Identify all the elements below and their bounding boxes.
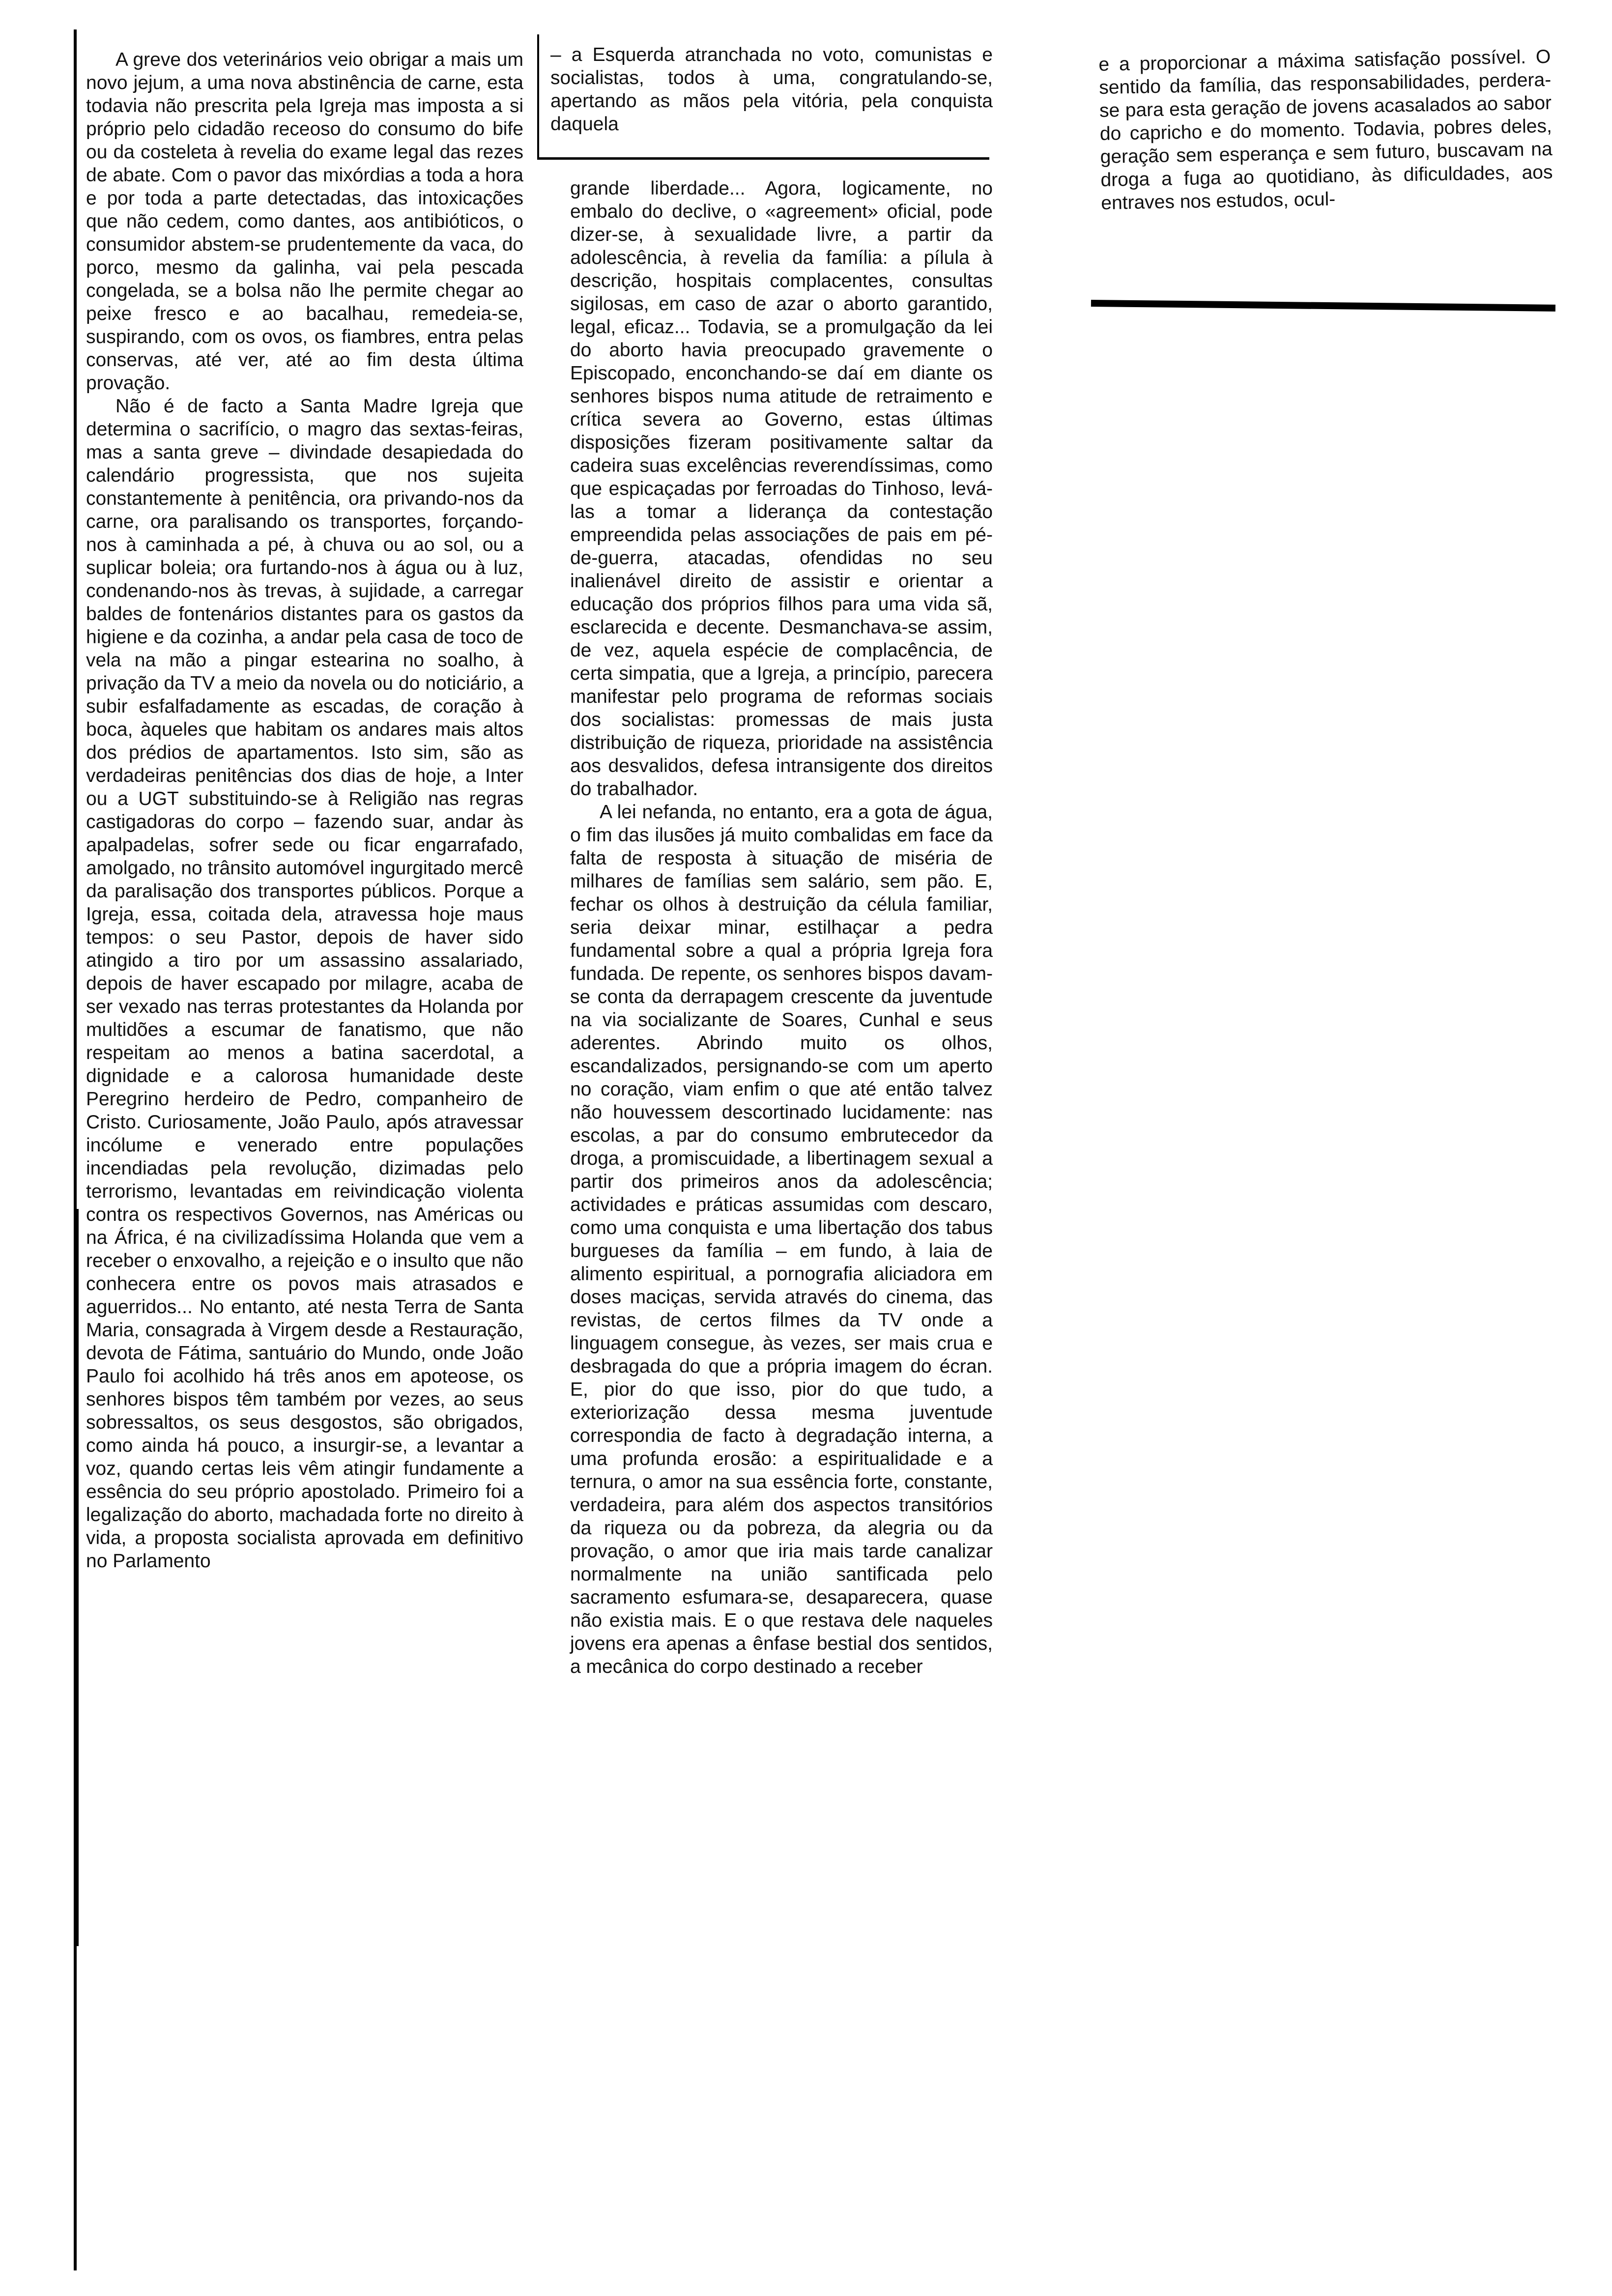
paragraph: A greve dos veterinários veio obrigar a mais um novo jejum, a uma nova abstinência de carne, esta todavia não prescrita pela Igreja mas imposta a si próprio pelo cidadão receoso do consumo do bife ou da costeleta à revelia do exame legal das rezes de abate. Com o pavor das mixórdias a toda a hora e por toda a parte detectadas, das intoxicações que não cedem, como dantes, aos antibióticos, o consumidor abstem-se prudentemente da vaca, do porco, mesmo da galinha, vai pela pescada congelada, se a bolsa não lhe permite chegar ao peixe fresco e ao bacalhau, remedeia-se, suspirando, com os ovos, os fiambres, entra pelas conservas, até ver, até ao fim desta última provação. xyxy=(86,49,523,394)
paragraph: A lei nefanda, no entanto, era a gota de água, o fim das ilusões já muito combalidas em face da falta de resposta à situação de miséria de milhares de famílias sem salário, sem pão. E, fechar os olhos à destruição da célula familiar, seria deixar minar, estilhaçar a pedra fundamental sobre a qual a própria Igreja fora fundada. De repente, os senhores bispos davam-se conta da derrapagem crescente da juventude na via socializante de Soares, Cunhal e seus aderentes. Abrindo muito os olhos, escandalizados, persignando-se com um aperto no coração, viam enfim o que até então talvez não houvessem descortinado lucidamente: nas escolas, a par do consumo embrutecedor da droga, a promiscuidade, a libertinagem sexual a partir dos primeiros anos da adolescência; actividades e práticas assumidas com descaro, como uma conquista e uma libertação dos tabus burgueses da família – em fundo, à laia de alimento espiritual, a pornografia aliciadora em doses maciças, servida através do cinema, das revistas, de certos filmes da TV onde a linguagem consegue, às vezes, ser mais crua e desbragada do que a própria imagem do écran. E, pior do que isso, pior do que tudo, a exteriorização dessa mesma juventude correspondia de facto à degradação interna, a uma profunda erosão: a espiritualidade e a ternura, o amor na sua essência forte, constante, verdadeira, para além dos aspectos transitórios da riqueza ou da pobreza, da alegria ou da provação, o amor que iria mais tarde canalizar normalmente na união santificada pelo sacramento esfumara-se, desaparecera, quase não existia mais. E o que restava dele naqueles jovens era apenas a ênfase bestial dos sentidos, a mecânica do corpo destinado a receber xyxy=(570,802,993,1677)
paragraph: e a proporcionar a máxima satisfação possível. O sentido da família, das responsabilidades, perdera-se para esta geração de jovens acasalados ao sabor do capricho e do momento. Todavia, pobres deles, geração sem esperança e sem futuro, buscavam na droga a fuga ao quotidiano, às dificuldades, aos entraves nos estudos, ocul- xyxy=(1098,46,1553,214)
article-column-2 xyxy=(570,177,993,1678)
article-column-3 xyxy=(1098,45,1554,215)
article-column-2-boxed xyxy=(550,43,993,136)
article-column-1 xyxy=(86,48,523,1573)
paragraph: – a Esquerda atranchada no voto, comunistas e socialistas, todos à uma, congratulando-se, apertando as mãos pela vitória, pela conquista daquela xyxy=(550,44,993,135)
column-3-bottom-rule xyxy=(1091,300,1555,312)
box-rule-left xyxy=(537,34,539,160)
paragraph: grande liberdade... Agora, logicamente, no embalo do declive, o «agreement» oficial, pode dizer-se, à sexualidade livre, a partir da adolescência, à revelia da família: a pílula à descrição, hospitais complacentes, consultas sigilosas, em caso de azar o aborto garantido, legal, eficaz... Todavia, se a promulgação da lei do aborto havia preocupado gravemente o Episcopado, enconchando-se daí em diante os senhores bispos numa atitude de retraimento e crítica severa ao Governo, estas últimas disposições fizeram positivamente saltar da cadeira suas excelências reverendíssimas, como que espicaçadas por ferroadas do Tinhoso, levá-las a tomar a liderança da contestação empreendida pelas associações de pais em pé-de-guerra, atacadas, ofendidas no seu inalienável direito de assistir e orientar a educação dos próprios filhos para uma vida sã, esclarecida e decente. Desmanchava-se assim, de vez, aquela espécie de complacência, de certa simpatia, que a Igreja, a princípio, parecera manifestar pelo programa de reformas sociais dos socialistas: promessas de mais justa distribuição de riqueza, prioridade na assistência aos desvalidos, defesa intransigente dos direitos do trabalhador. xyxy=(570,178,993,800)
box-rule-bottom xyxy=(537,157,989,160)
column-rule-left-thick xyxy=(76,1209,79,1946)
paragraph: Não é de facto a Santa Madre Igreja que determina o sacrifício, o magro das sextas-feiras, mas a santa greve – divindade desapiedada do calendário progressista, que nos sujeita constantemente à penitência, ora privando-nos da carne, ora paralisando os transportes, forçando-nos à caminhada a pé, à chuva ou ao sol, ou a suplicar boleia; ora furtando-nos à água ou à luz, condenando-nos às trevas, à sujidade, a carregar baldes de fontenários distantes para os gastos da higiene e da cozinha, a andar pela casa de toco de vela na mão a pingar estearina no soalho, à privação da TV a meio da novela ou do noticiário, a subir esfalfadamente as escadas, de coração à boca, àqueles que habitam os andares mais altos dos prédios de apartamentos. Isto sim, são as verdadeiras penitências dos dias de hoje, a Inter ou a UGT substituindo-se à Religião nas regras castigadoras do corpo – fazendo suar, andar às apalpadelas, sofrer sede ou ficar engarrafado, amolgado, no trânsito automóvel ingurgitado mercê da paralisação dos transportes públicos. Porque a Igreja, essa, coitada dela, atravessa hoje maus tempos: o seu Pastor, depois de haver sido atingido a tiro por um assassino assalariado, depois de haver escapado por milagre, acaba de ser vexado nas terras protestantes da Holanda por multidões a escumar de fanatismo, que não respeitam ao menos a batina sacerdotal, a dignidade e a calorosa humanidade deste Peregrino herdeiro de Pedro, companheiro de Cristo. Curiosamente, João Paulo, após atravessar incólume e venerado entre populações incendiadas pela revolução, dizimadas pelo terrorismo, levantadas em reivindicação violenta contra os respectivos Governos, nas Américas ou na África, é na civilizadíssima Holanda que vem a receber o enxovalho, a rejeição e o insulto que não conhecera entre os povos mais atrasados e aguerridos... No entanto, até nesta Terra de Santa Maria, consagrada à Virgem desde a Restauração, devota de Fátima, santuário do Mundo, onde João Paulo foi acolhido há três anos em apoteose, os senhores bispos têm também por vezes, ao seus sobressaltos, os seus desgostos, são obrigados, como ainda há pouco, a insurgir-se, a levantar a voz, quando certas leis vêm atingir fundamente a essência do seu próprio apostolado. Primeiro foi a legalização do aborto, machadada forte no direito à vida, a proposta socialista aprovada em definitivo no Parlamento xyxy=(86,396,523,1572)
